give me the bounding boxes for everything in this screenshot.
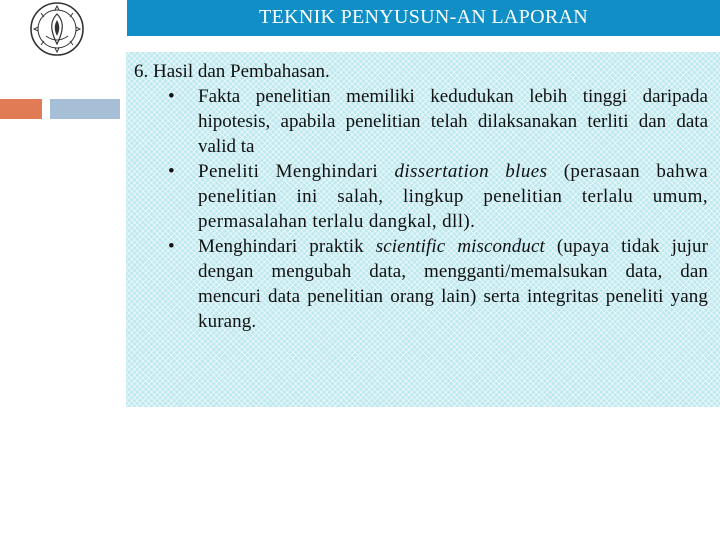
accent-bar-orange [0, 99, 42, 119]
bullet-text: (perasaan bahwa penelitian ini salah, lingkup penelitian terlalu umum, permasalahan terlalu dangkal, dll). [198, 161, 708, 232]
list-item [132, 84, 708, 159]
section-heading: 6. Hasil dan Pembahasan. [134, 61, 330, 82]
title-bar [127, 0, 720, 36]
university-seal-icon [28, 0, 86, 58]
bullet-icon: • [168, 86, 175, 107]
bullet-emphasis: dissertation blues [394, 161, 548, 182]
page-title: TEKNIK PENYUSUN-AN LAPORAN [259, 6, 588, 28]
bullet-icon: • [168, 161, 176, 182]
bullet-emphasis: scientific misconduct [375, 236, 545, 257]
bullet-icon: • [168, 236, 175, 257]
bullet-list [132, 84, 708, 334]
bullet-text: Menghindari praktik [198, 236, 376, 257]
accent-bar-blue [50, 99, 120, 119]
list-item [132, 234, 708, 334]
list-item [132, 159, 708, 234]
bullet-text: Fakta penelitian memiliki kedudukan lebih tinggi daripada hipotesis, apabila penelitian telah dilaksanakan terliti dan data valid ta [198, 86, 708, 157]
slide-content [132, 59, 708, 334]
bullet-text: (upaya tidak jujur dengan mengubah data, mengganti/memalsukan data, dan mencuri data penelitian orang lain) serta integritas peneliti yang kurang. [198, 236, 709, 332]
bullet-text: Peneliti Menghindari [198, 161, 395, 182]
